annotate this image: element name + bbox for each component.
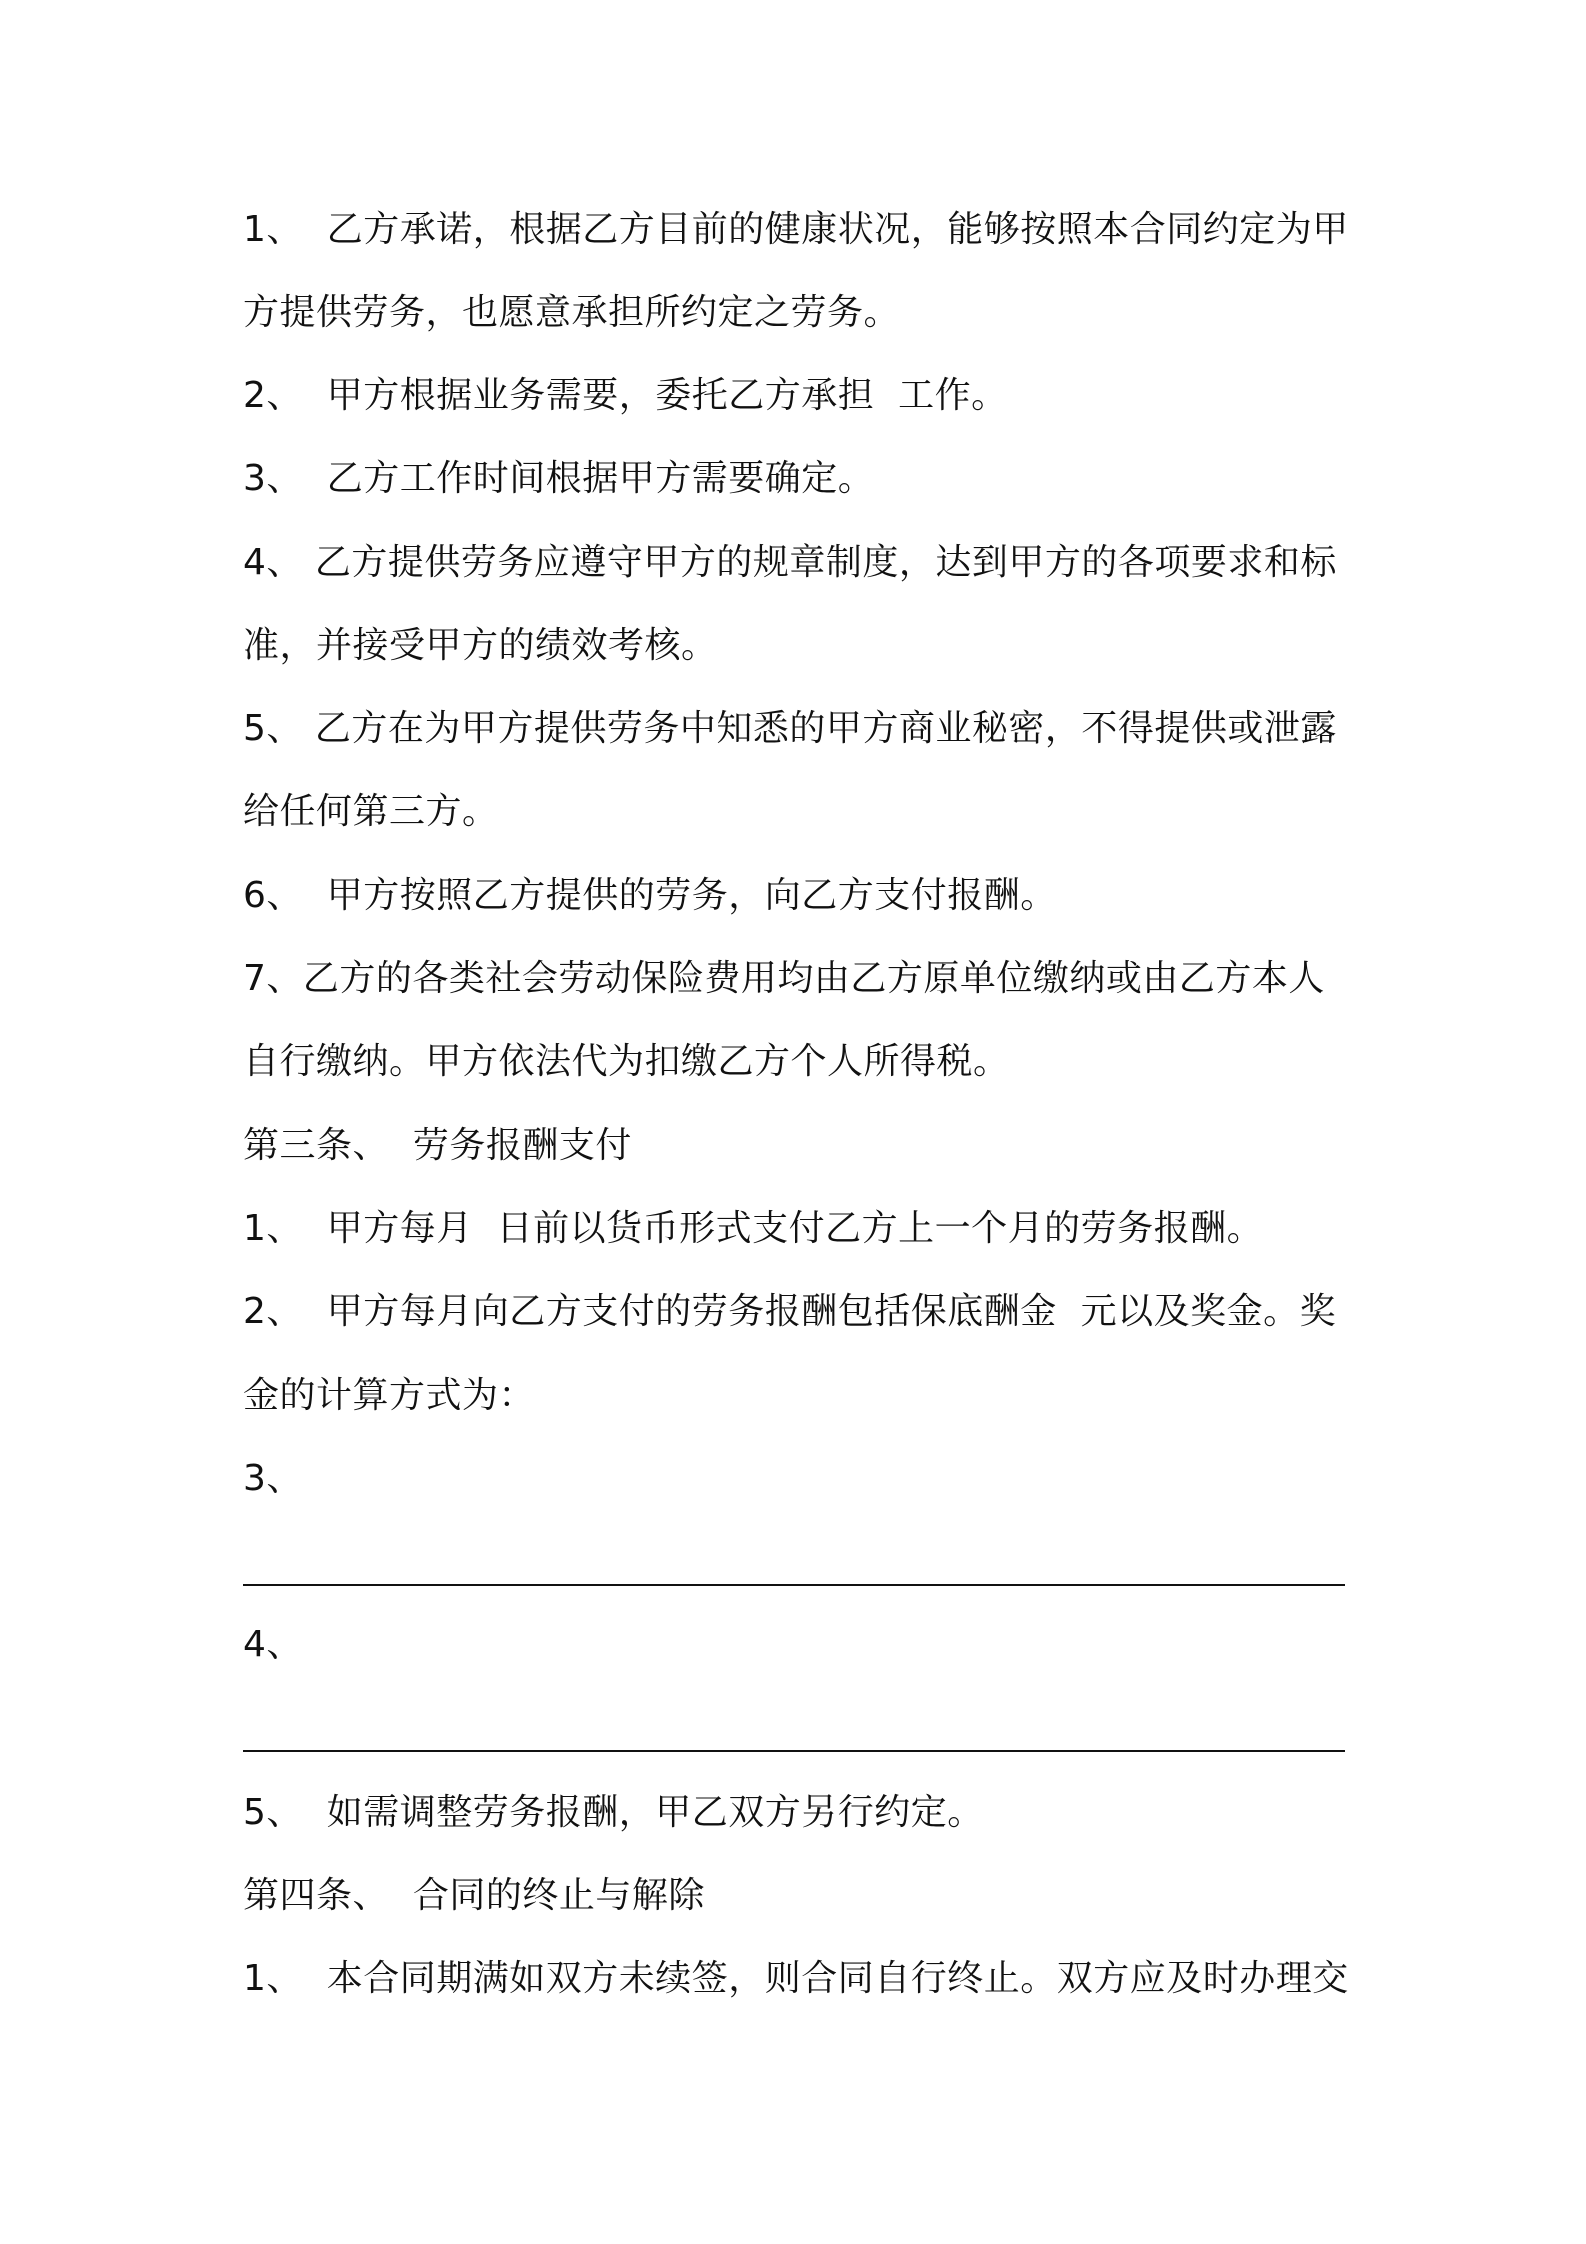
- clause-2-5-line-2: 给任何第三方。: [243, 791, 499, 832]
- clause-4-1-line-1: 1、 本合同期满如双方未续签，则合同自行终止。双方应及时办理交: [243, 1958, 1349, 1999]
- article-3-heading: 第三条、 劳务报酬支付: [243, 1125, 632, 1166]
- clause-2-4-line-1: 4、 乙方提供劳务应遵守甲方的规章制度，达到甲方的各项要求和标: [243, 542, 1337, 583]
- clause-3-4-blank-line: [243, 1750, 1345, 1752]
- clause-2-5-line-1: 5、 乙方在为甲方提供劳务中知悉的甲方商业秘密，不得提供或泄露: [243, 708, 1337, 749]
- clause-2-4-line-2: 准，并接受甲方的绩效考核。: [243, 625, 718, 666]
- clause-3-2-line-1: 2、 甲方每月向乙方支付的劳务报酬包括保底酬金 元以及奖金。奖: [243, 1291, 1337, 1332]
- clause-2-6: 6、 甲方按照乙方提供的劳务，向乙方支付报酬。: [243, 875, 1057, 916]
- clause-2-1-line-1: 1、 乙方承诺，根据乙方目前的健康状况，能够按照本合同约定为甲: [243, 209, 1349, 250]
- clause-3-3-number: 3、: [243, 1458, 303, 1499]
- clause-3-4-number: 4、: [243, 1624, 303, 1665]
- clause-2-7-line-2: 自行缴纳。甲方依法代为扣缴乙方个人所得税。: [243, 1041, 1010, 1082]
- clause-3-1: 1、 甲方每月 日前以货币形式支付乙方上一个月的劳务报酬。: [243, 1208, 1264, 1249]
- clause-3-2-line-2: 金的计算方式为：: [243, 1375, 536, 1416]
- article-4-heading: 第四条、 合同的终止与解除: [243, 1875, 705, 1916]
- clause-3-5: 5、 如需调整劳务报酬，甲乙双方另行约定。: [243, 1792, 984, 1833]
- clause-3-3-blank-line: [243, 1584, 1345, 1586]
- clause-2-7-line-1: 7、乙方的各类社会劳动保险费用均由乙方原单位缴纳或由乙方本人: [243, 958, 1325, 999]
- clause-2-1-line-2: 方提供劳务，也愿意承担所约定之劳务。: [243, 292, 901, 333]
- clause-2-3: 3、 乙方工作时间根据甲方需要确定。: [243, 458, 875, 499]
- clause-2-2: 2、 甲方根据业务需要，委托乙方承担 工作。: [243, 375, 1008, 416]
